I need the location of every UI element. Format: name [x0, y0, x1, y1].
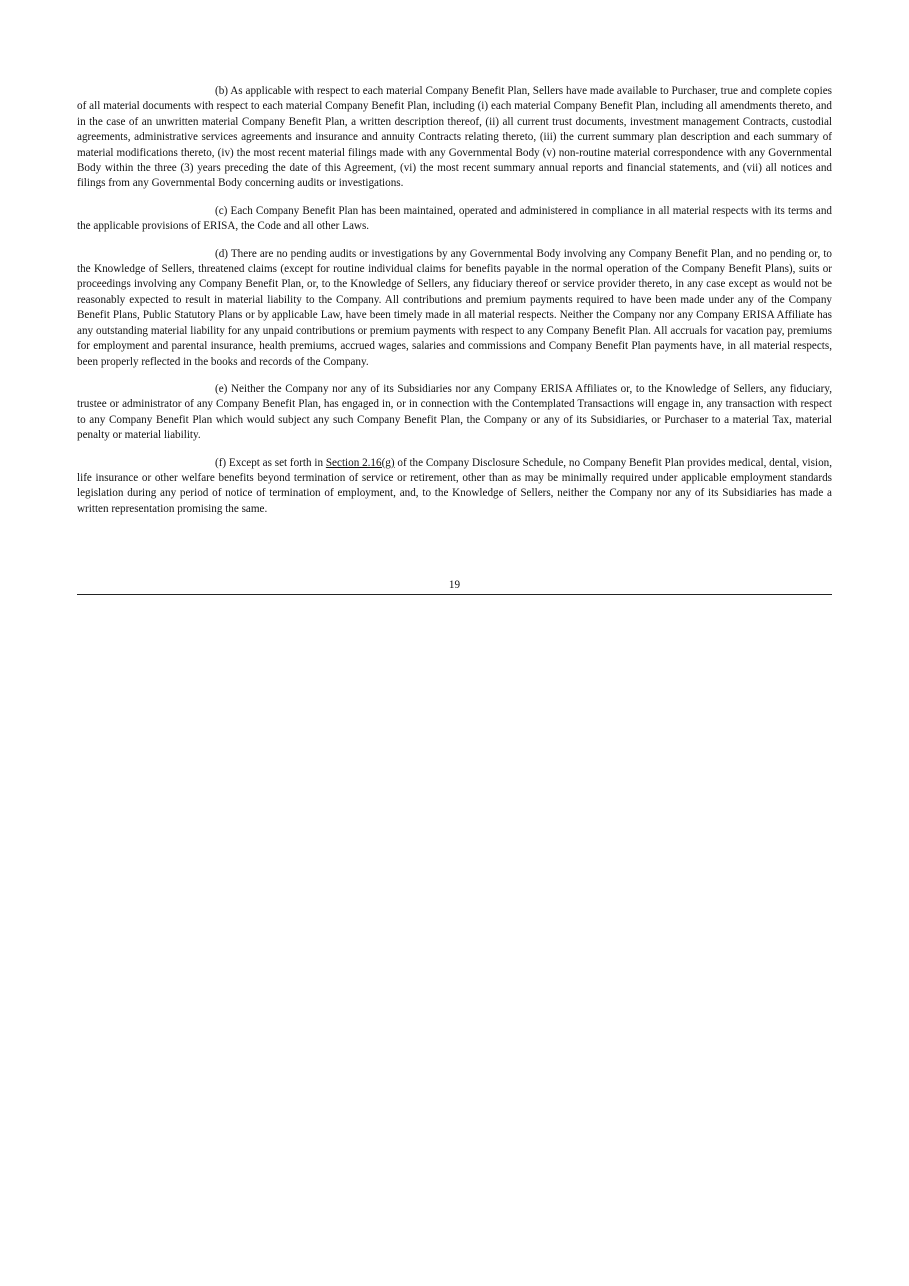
- paragraph-f-prefix: (f) Except as set forth in: [215, 456, 326, 469]
- paragraph-f-suffix: of the Company Disclosure Schedule, no Company Benefit Plan provides medical, dental, vision, life insurance or other welfare benefits beyond termination of service or retirement, other than as may be minimally required under applicable employment standards legislation during any period of notice of termination of employment, and, to the Knowledge of Sellers, neither the Company nor any of its Subsidiaries has made a written representation promising the same.: [77, 456, 832, 515]
- paragraph-c: (c) Each Company Benefit Plan has been maintained, operated and administered in compliance in all material respects with its terms and the applicable provisions of ERISA, the Code and all other Laws.: [77, 204, 832, 233]
- page-number: 19: [448, 579, 461, 591]
- paragraph-e: (e) Neither the Company nor any of its Subsidiaries nor any Company ERISA Affiliates or, to the Knowledge of Sellers, any fiduciary, trustee or administrator of any Company Benefit Plan, has engaged in, or in connection with the Contemplated Transactions will engage in, any transaction with respect to any Company Benefit Plan which would subject any such Company Benefit Plan, the Company or any of its Subsidiaries, or Purchaser to a material Tax, material penalty or material liability.: [77, 382, 832, 442]
- section-reference-link: Section 2.16(g): [325, 456, 395, 469]
- document-body: [77, 84, 832, 529]
- paragraph-d: (d) There are no pending audits or investigations by any Governmental Body involving any Company Benefit Plan, and no pending or, to the Knowledge of Sellers, threatened claims (except for routine individual claims for benefits payable in the normal operation of the Company Benefit Plans), suits or proceedings involving any Company Benefit Plan, or, to the Knowledge of Sellers, any fiduciary thereof or service provider thereto, in any case except as would not be reasonably expected to result in material liability to the Company. All contributions and premium payments required to have been made under any of the Company Benefit Plans, Public Statutory Plans or by applicable Law, have been timely made in all material respects. Neither the Company nor any Company ERISA Affiliate has any outstanding material liability for any unpaid contributions or premium payments with respect to any Company Benefit Plan. All accruals for vacation pay, premiums for employment and parental insurance, health premiums, accrued wages, salaries and commissions and Company Benefit Plan payments have, in all material respects, been properly reflected in the books and records of the Company.: [77, 247, 832, 368]
- page-footer: [77, 578, 832, 595]
- footer-divider: [77, 594, 832, 595]
- paragraph-f: [77, 456, 832, 518]
- paragraph-b: (b) As applicable with respect to each material Company Benefit Plan, Sellers have made available to Purchaser, true and complete copies of all material documents with respect to each material Company Benefit Plan, including (i) each material Company Benefit Plan, including all amendments thereto, and in the case of an unwritten material Company Benefit Plan, a written description thereof, (ii) all current trust documents, investment management Contracts, custodial agreements, administrative services agreements and insurance and annuity Contracts relating thereto, (iii) the current summary plan description and each summary of material modifications thereto, (iv) the most recent material filings made with any Governmental Body (v) non-routine material correspondence with any Governmental Body within the three (3) years preceding the date of this Agreement, (vi) the most recent summary annual reports and financial statements, and (vii) all notices and filings from any Governmental Body concerning audits or investigations.: [77, 85, 832, 190]
